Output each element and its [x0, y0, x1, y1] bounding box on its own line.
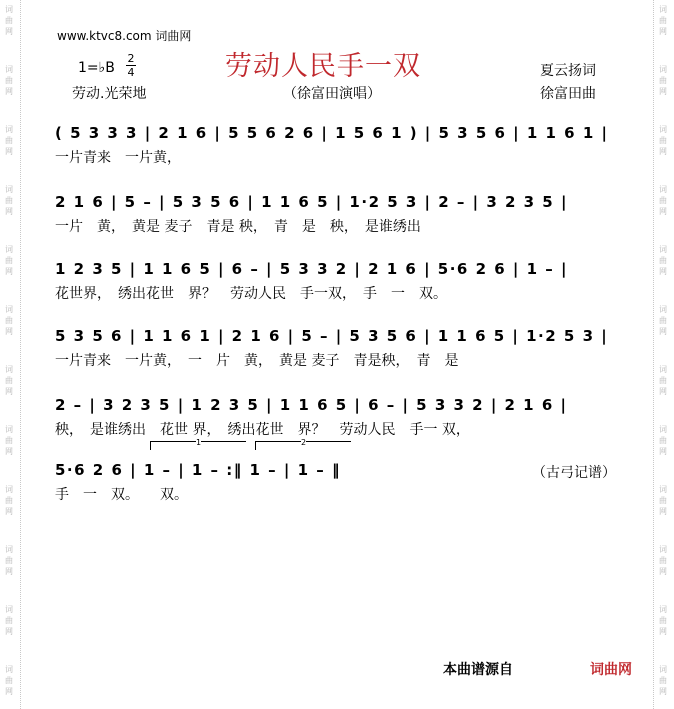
watermark-char: 网 [5, 207, 13, 216]
lyric-line [55, 487, 615, 503]
notation-line [55, 462, 615, 478]
watermark-char: 网 [659, 27, 667, 36]
watermark-char: 词 [659, 545, 667, 554]
watermark-char: 曲 [5, 196, 13, 205]
notation-line [55, 125, 615, 141]
watermark-char: 曲 [5, 616, 13, 625]
watermark-char: 曲 [5, 436, 13, 445]
notation-line [55, 261, 615, 277]
watermark-char: 词 [5, 365, 13, 374]
footer-brand[interactable]: 词曲网 [590, 662, 632, 678]
singer: （徐富田演唱） [283, 86, 381, 102]
watermark-char: 词 [659, 125, 667, 134]
watermark-char: 词 [5, 245, 13, 254]
lyrics: 秧， 是谁绣出 花世 界， 绣出花世 界？ 劳动人民 手一 双， [55, 422, 470, 438]
watermark-char: 词 [659, 485, 667, 494]
watermark-char: 曲 [659, 76, 667, 85]
watermark-char: 网 [659, 447, 667, 456]
watermark-char: 词 [5, 605, 13, 614]
watermark-char: 网 [659, 207, 667, 216]
watermark-char: 词 [5, 545, 13, 554]
lyrics: 手 一 双。 双。 [55, 487, 188, 503]
left-watermark-strip [0, 0, 21, 709]
lyric-line [55, 219, 615, 235]
watermark-char: 曲 [659, 316, 667, 325]
notation-line [55, 328, 615, 344]
watermark-char: 网 [659, 507, 667, 516]
lyrics: 一片青来 一片黄， [55, 150, 181, 166]
watermark-char: 曲 [659, 196, 667, 205]
watermark-char: 曲 [659, 496, 667, 505]
volta-number: 1 [195, 438, 202, 447]
watermark-char: 网 [659, 267, 667, 276]
watermark-char: 词 [5, 485, 13, 494]
notes: 5 3 5 6 | 1 1 6 1 | 2 1 6 | 5 – | 5 3 5 6 | 1 1 6 5 | 1·2 5 3 | [55, 327, 609, 345]
notation-line [55, 397, 615, 413]
beat-bottom: 4 [127, 66, 135, 79]
volta-1 [150, 438, 246, 450]
beat-top: 2 [127, 52, 135, 65]
lyric-line [55, 353, 615, 369]
watermark-char: 词 [5, 65, 13, 74]
watermark-char: 词 [5, 305, 13, 314]
site-header[interactable] [57, 27, 191, 44]
watermark-char: 网 [659, 87, 667, 96]
key-signature: 1=♭B [78, 60, 115, 76]
notes: 2 1 6 | 5 – | 5 3 5 6 | 1 1 6 5 | 1·2 5 3 | 2 – | 3 2 3 5 | [55, 193, 568, 211]
watermark-char: 曲 [659, 676, 667, 685]
watermark-char: 网 [659, 627, 667, 636]
lyricist: 夏云扬词 [540, 63, 596, 79]
watermark-char: 曲 [5, 496, 13, 505]
watermark-char: 网 [5, 507, 13, 516]
watermark-char: 曲 [5, 556, 13, 565]
transcriber: （古弓记谱） [532, 465, 616, 481]
lyrics: 花世界， 绣出花世 界？ 劳动人民 手一双， 手 一 双。 [55, 286, 447, 302]
performance-note: 劳动.光荣地 [72, 86, 147, 102]
watermark-char: 词 [659, 425, 667, 434]
watermark-char: 网 [5, 567, 13, 576]
watermark-char: 曲 [5, 16, 13, 25]
watermark-char: 网 [5, 687, 13, 696]
watermark-char: 曲 [5, 256, 13, 265]
notes: 2 – | 3 2 3 5 | 1 2 3 5 | 1 1 6 5 | 6 – | 5 3 3 2 | 2 1 6 | [55, 396, 568, 414]
volta-2 [255, 438, 351, 450]
watermark-char: 曲 [5, 676, 13, 685]
lyrics: 一片青来 一片黄， 一 片 黄， 黄是 麦子 青是秧， 青 是 [55, 353, 459, 369]
watermark-char: 词 [659, 605, 667, 614]
watermark-char: 词 [659, 665, 667, 674]
watermark-char: 曲 [5, 136, 13, 145]
watermark-char: 词 [5, 185, 13, 194]
watermark-char: 曲 [659, 436, 667, 445]
watermark-char: 曲 [659, 556, 667, 565]
watermark-char: 词 [659, 365, 667, 374]
watermark-char: 网 [5, 147, 13, 156]
watermark-char: 网 [659, 327, 667, 336]
lyrics: 一片 黄， 黄是 麦子 青是 秧， 青 是 秧， 是谁绣出 [55, 219, 421, 235]
watermark-char: 网 [5, 267, 13, 276]
lyric-line [55, 422, 615, 438]
notation-line [55, 194, 615, 210]
watermark-char: 网 [5, 627, 13, 636]
watermark-char: 曲 [659, 136, 667, 145]
lyric-line [55, 286, 615, 302]
site-name[interactable]: 词曲网 [155, 29, 192, 43]
footer-label: 本曲谱源自 [443, 662, 513, 678]
composer: 徐富田曲 [540, 86, 596, 102]
notes: 1 2 3 5 | 1 1 6 5 | 6 – | 5 3 3 2 | 2 1 6 | 5·6 2 6 | 1 – | [55, 260, 568, 278]
watermark-char: 曲 [5, 316, 13, 325]
watermark-char: 曲 [659, 256, 667, 265]
watermark-char: 词 [659, 65, 667, 74]
watermark-char: 网 [5, 327, 13, 336]
watermark-char: 词 [5, 125, 13, 134]
lyric-line [55, 150, 615, 166]
watermark-char: 词 [5, 665, 13, 674]
right-watermark-strip [653, 0, 674, 709]
time-signature [126, 53, 136, 78]
watermark-char: 网 [659, 147, 667, 156]
song-title: 劳动人民手一双 [225, 51, 421, 82]
volta-number: 2 [300, 438, 307, 447]
notes: 5·6 2 6 | 1 – | 1 – :‖ 1 – | 1 – ‖ [55, 461, 341, 479]
watermark-char: 词 [659, 305, 667, 314]
watermark-char: 词 [659, 185, 667, 194]
watermark-char: 曲 [5, 376, 13, 385]
watermark-char: 网 [659, 687, 667, 696]
watermark-char: 词 [5, 425, 13, 434]
watermark-char: 曲 [659, 616, 667, 625]
watermark-char: 网 [5, 387, 13, 396]
site-url[interactable]: www.ktvc8.com [57, 29, 152, 43]
watermark-char: 词 [659, 5, 667, 14]
watermark-char: 词 [659, 245, 667, 254]
watermark-char: 词 [5, 5, 13, 14]
watermark-char: 网 [5, 447, 13, 456]
watermark-char: 曲 [659, 16, 667, 25]
watermark-char: 网 [5, 27, 13, 36]
watermark-char: 网 [5, 87, 13, 96]
notes: ( 5 3 3 3 | 2 1 6 | 5 5 6 2 6 | 1 5 6 1 ) | 5 3 5 6 | 1 1 6 1 | [55, 124, 609, 142]
watermark-char: 曲 [659, 376, 667, 385]
watermark-char: 网 [659, 387, 667, 396]
watermark-char: 曲 [5, 76, 13, 85]
watermark-char: 网 [659, 567, 667, 576]
